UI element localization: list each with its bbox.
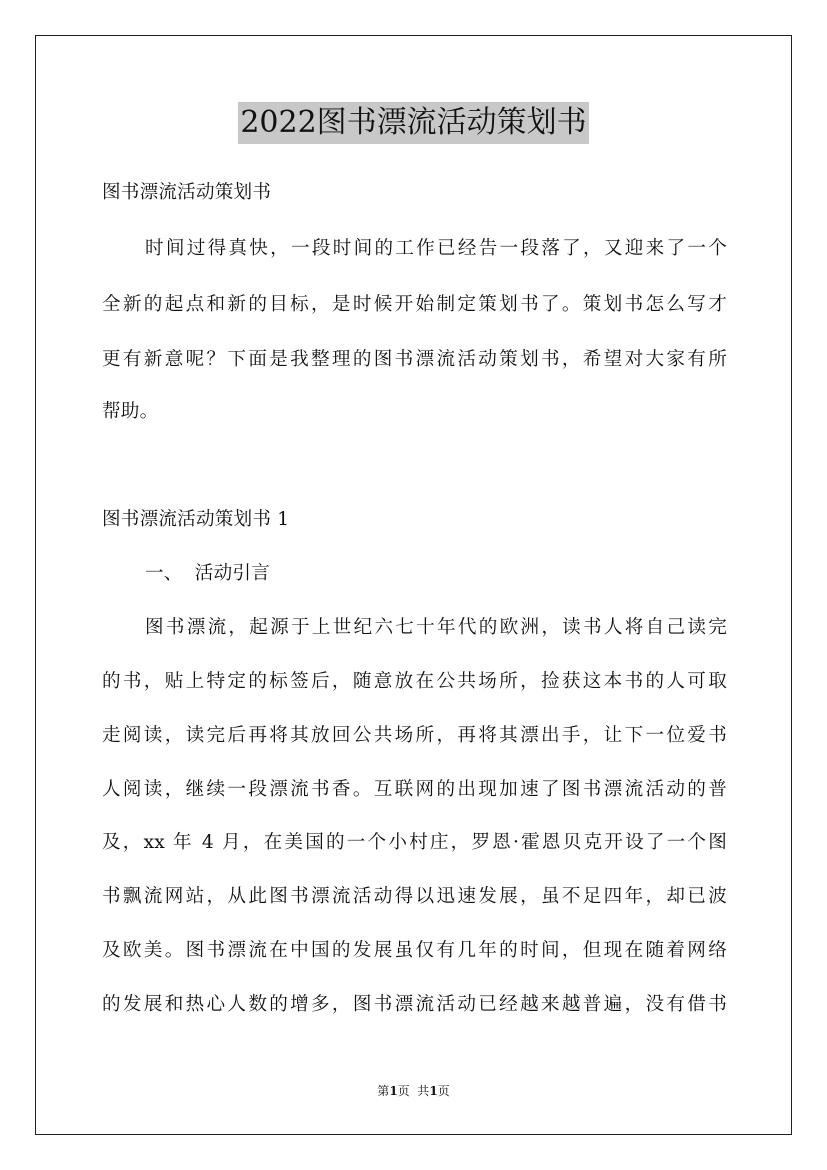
subtitle: 图书漂流活动策划书	[102, 182, 272, 203]
footer-total-pages: 1	[429, 1084, 438, 1098]
body-line-5: 及，xx 年 4 月，在美国的一个小村庄，罗恩·霍恩贝克开设了一个图	[102, 832, 727, 853]
footer-prefix: 第	[377, 1084, 390, 1098]
intro-line-2: 全新的起点和新的目标，是时候开始制定策划书了。策划书怎么写才	[102, 294, 727, 315]
intro-line-4: 帮助。	[102, 401, 159, 422]
item-heading: 一、 活动引言	[145, 563, 270, 584]
body-line-4: 人阅读，继续一段漂流书香。互联网的出现加速了图书漂流活动的普	[102, 779, 727, 800]
footer-suffix: 页	[437, 1084, 450, 1098]
body-line-1: 图书漂流，起源于上世纪六七十年代的欧洲，读书人将自己读完	[145, 617, 727, 638]
body-line-7: 及欧美。图书漂流在中国的发展虽仅有几年的时间，但现在随着网络	[102, 940, 727, 961]
footer-page-number: 1	[389, 1084, 398, 1098]
body-line-8: 的发展和热心人数的增多，图书漂流活动已经越来越普遍，没有借书	[102, 994, 727, 1015]
footer-mid: 页 共	[397, 1084, 430, 1098]
section-heading: 图书漂流活动策划书 1	[102, 509, 290, 530]
title-container	[0, 102, 827, 144]
page-footer	[0, 1083, 827, 1099]
document-title: 2022图书漂流活动策划书	[238, 102, 588, 144]
body-line-3: 走阅读，读完后再将其放回公共场所，再将其漂出手，让下一位爱书	[102, 725, 727, 746]
intro-line-3: 更有新意呢？下面是我整理的图书漂流活动策划书，希望对大家有所	[102, 349, 727, 370]
body-line-2: 的书，贴上特定的标签后，随意放在公共场所，捡获这本书的人可取	[102, 671, 727, 692]
intro-line-1: 时间过得真快，一段时间的工作已经告一段落了，又迎来了一个	[145, 238, 727, 259]
body-line-6: 书飘流网站，从此图书漂流活动得以迅速发展，虽不足四年，却已波	[102, 886, 727, 907]
